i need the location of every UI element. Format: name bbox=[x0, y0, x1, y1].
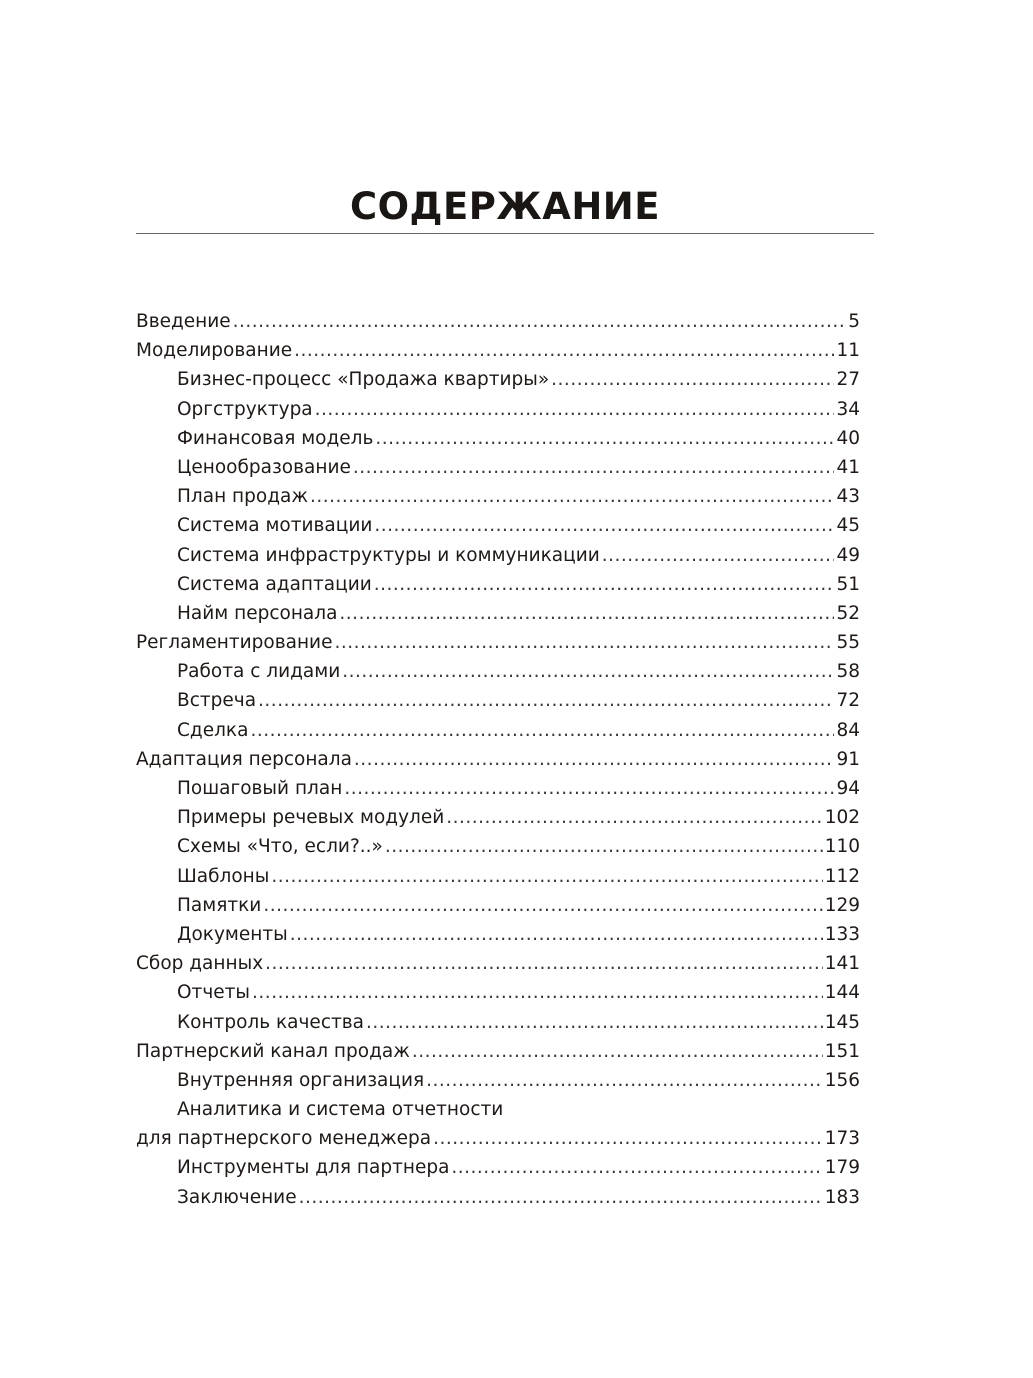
toc-entry-page: 141 bbox=[824, 953, 860, 975]
toc-entry bbox=[136, 862, 874, 891]
toc-entry bbox=[136, 686, 874, 715]
toc-entry bbox=[136, 920, 874, 949]
toc-entry-page: 43 bbox=[836, 486, 860, 508]
toc-entry-label: Система мотивации bbox=[177, 515, 373, 537]
toc-entry-label: Аналитика и система отчетности bbox=[177, 1099, 504, 1121]
toc-entry-page: 129 bbox=[824, 894, 860, 916]
dot-leader bbox=[233, 307, 844, 336]
toc-entry-label: Регламентирование bbox=[136, 632, 333, 654]
dot-leader bbox=[366, 1008, 823, 1037]
toc-entry-page: 45 bbox=[836, 515, 860, 537]
toc-entry-page: 40 bbox=[836, 427, 860, 449]
dot-leader bbox=[342, 657, 834, 686]
dot-leader bbox=[310, 482, 834, 511]
toc-entry bbox=[136, 336, 874, 365]
toc-entry-label: Сбор данных bbox=[136, 953, 264, 975]
toc-entry-label: Ценообразование bbox=[177, 456, 351, 478]
toc-entry bbox=[136, 1008, 874, 1037]
toc-entry-label: Система инфраструктуры и коммуникации bbox=[177, 544, 600, 566]
toc-entry-page: 84 bbox=[836, 719, 860, 741]
toc-entry-page: 102 bbox=[824, 807, 860, 829]
toc-entry bbox=[136, 832, 874, 861]
dot-leader bbox=[334, 628, 834, 657]
toc-entry-page: 133 bbox=[824, 923, 860, 945]
dot-leader bbox=[265, 949, 823, 978]
toc-entry-label: Введение bbox=[136, 311, 231, 332]
dot-leader bbox=[412, 1037, 823, 1066]
dot-leader bbox=[263, 891, 822, 920]
toc-entry-page: 11 bbox=[836, 340, 860, 362]
toc-entry-label: Примеры речевых модулей bbox=[177, 807, 445, 829]
toc-entry bbox=[136, 541, 874, 570]
toc-entry-page: 145 bbox=[824, 1011, 860, 1033]
toc-entry-page: 41 bbox=[836, 456, 860, 478]
dot-leader bbox=[446, 803, 822, 832]
dot-leader bbox=[353, 453, 835, 482]
toc-entry-page: 156 bbox=[824, 1069, 860, 1091]
toc-entry-label: для партнерского менеджера bbox=[136, 1128, 432, 1150]
table-of-contents bbox=[136, 307, 874, 1212]
dot-leader bbox=[290, 920, 823, 949]
toc-entry-label: Работа с лидами bbox=[177, 661, 341, 683]
toc-entry-page: 173 bbox=[824, 1128, 860, 1150]
title-divider bbox=[136, 233, 874, 234]
toc-entry bbox=[136, 949, 874, 978]
toc-entry-label: План продаж bbox=[177, 486, 308, 508]
dot-leader bbox=[426, 1066, 823, 1095]
toc-entry-page: 5 bbox=[848, 311, 860, 332]
toc-entry bbox=[136, 395, 874, 424]
toc-entry-label: Заключение bbox=[177, 1186, 297, 1208]
toc-entry bbox=[136, 1066, 874, 1095]
toc-entry-label: Контроль качества bbox=[177, 1011, 365, 1033]
toc-entry bbox=[136, 628, 874, 657]
toc-entry bbox=[136, 599, 874, 628]
toc-entry bbox=[136, 716, 874, 745]
page-title: СОДЕРЖАНИЕ bbox=[349, 185, 661, 228]
dot-leader bbox=[385, 832, 823, 861]
toc-entry bbox=[136, 1037, 874, 1066]
toc-entry-page: 151 bbox=[824, 1040, 860, 1062]
toc-entry-page: 52 bbox=[836, 602, 860, 624]
dot-leader bbox=[374, 511, 834, 540]
toc-entry bbox=[136, 482, 874, 511]
dot-leader bbox=[602, 541, 835, 570]
toc-entry bbox=[136, 1124, 874, 1153]
dot-leader bbox=[299, 1183, 823, 1212]
dot-leader bbox=[354, 745, 835, 774]
toc-entry-label: Внутренняя организация bbox=[177, 1069, 425, 1091]
dot-leader bbox=[258, 686, 834, 715]
toc-entry-page: 55 bbox=[836, 632, 860, 654]
toc-entry-page: 91 bbox=[836, 748, 860, 770]
toc-entry-page: 179 bbox=[824, 1157, 860, 1179]
toc-entry bbox=[136, 803, 874, 832]
toc-entry bbox=[136, 424, 874, 453]
dot-leader bbox=[433, 1124, 823, 1153]
dot-leader bbox=[344, 774, 834, 803]
toc-entry-label: Схемы «Что, если?..» bbox=[177, 836, 383, 858]
toc-entry-label: Оргструктура bbox=[177, 398, 313, 420]
toc-entry-page: 51 bbox=[836, 573, 860, 595]
toc-entry-label: Инструменты для партнера bbox=[177, 1157, 450, 1179]
toc-entry-label: Отчеты bbox=[177, 982, 251, 1004]
toc-entry-page: 112 bbox=[824, 865, 860, 887]
toc-entry-page: 72 bbox=[836, 690, 860, 712]
toc-entry-label: Адаптация персонала bbox=[136, 748, 352, 770]
toc-entry-label: Пошаговый план bbox=[177, 778, 343, 799]
toc-entry bbox=[136, 570, 874, 599]
toc-entry-page: 58 bbox=[836, 661, 860, 683]
toc-entry-page: 144 bbox=[824, 982, 860, 1004]
toc-entry-label: Найм персонала bbox=[177, 602, 338, 624]
toc-entry-label: Система адаптации bbox=[177, 573, 372, 595]
dot-leader bbox=[551, 365, 834, 394]
toc-entry-label: Моделирование bbox=[136, 340, 293, 362]
toc-entry bbox=[136, 657, 874, 686]
dot-leader bbox=[374, 570, 835, 599]
dot-leader bbox=[271, 862, 822, 891]
toc-entry-page: 110 bbox=[824, 836, 860, 858]
toc-entry bbox=[136, 453, 874, 482]
toc-entry bbox=[136, 1183, 874, 1212]
dot-leader bbox=[375, 424, 834, 453]
toc-entry bbox=[136, 891, 874, 920]
toc-entry bbox=[136, 511, 874, 540]
toc-entry bbox=[136, 1153, 874, 1182]
toc-entry-page: 34 bbox=[836, 398, 860, 420]
toc-entry-page: 183 bbox=[824, 1186, 860, 1208]
dot-leader bbox=[339, 599, 834, 628]
toc-entry-page: 94 bbox=[836, 778, 860, 799]
dot-leader bbox=[294, 336, 834, 365]
dot-leader bbox=[250, 716, 834, 745]
toc-entry-label: Сделка bbox=[177, 719, 249, 741]
toc-entry-label: Встреча bbox=[177, 690, 257, 712]
toc-entry bbox=[136, 774, 874, 803]
toc-entry-label: Финансовая модель bbox=[177, 427, 374, 449]
toc-entry-page: 27 bbox=[836, 369, 860, 391]
dot-leader bbox=[252, 978, 823, 1007]
toc-entry-label: Бизнес-процесс «Продажа квартиры» bbox=[177, 369, 550, 391]
toc-entry-label: Шаблоны bbox=[177, 865, 270, 887]
toc-entry-label: Партнерский канал продаж bbox=[136, 1040, 410, 1062]
dot-leader bbox=[451, 1153, 822, 1182]
toc-entry-label: Документы bbox=[177, 923, 288, 945]
toc-entry bbox=[136, 365, 874, 394]
toc-entry-page: 49 bbox=[836, 544, 860, 566]
toc-entry bbox=[136, 978, 874, 1007]
toc-entry bbox=[136, 1095, 874, 1124]
toc-entry bbox=[136, 745, 874, 774]
toc-entry-label: Памятки bbox=[177, 894, 262, 916]
dot-leader bbox=[315, 395, 835, 424]
toc-entry bbox=[136, 307, 874, 336]
